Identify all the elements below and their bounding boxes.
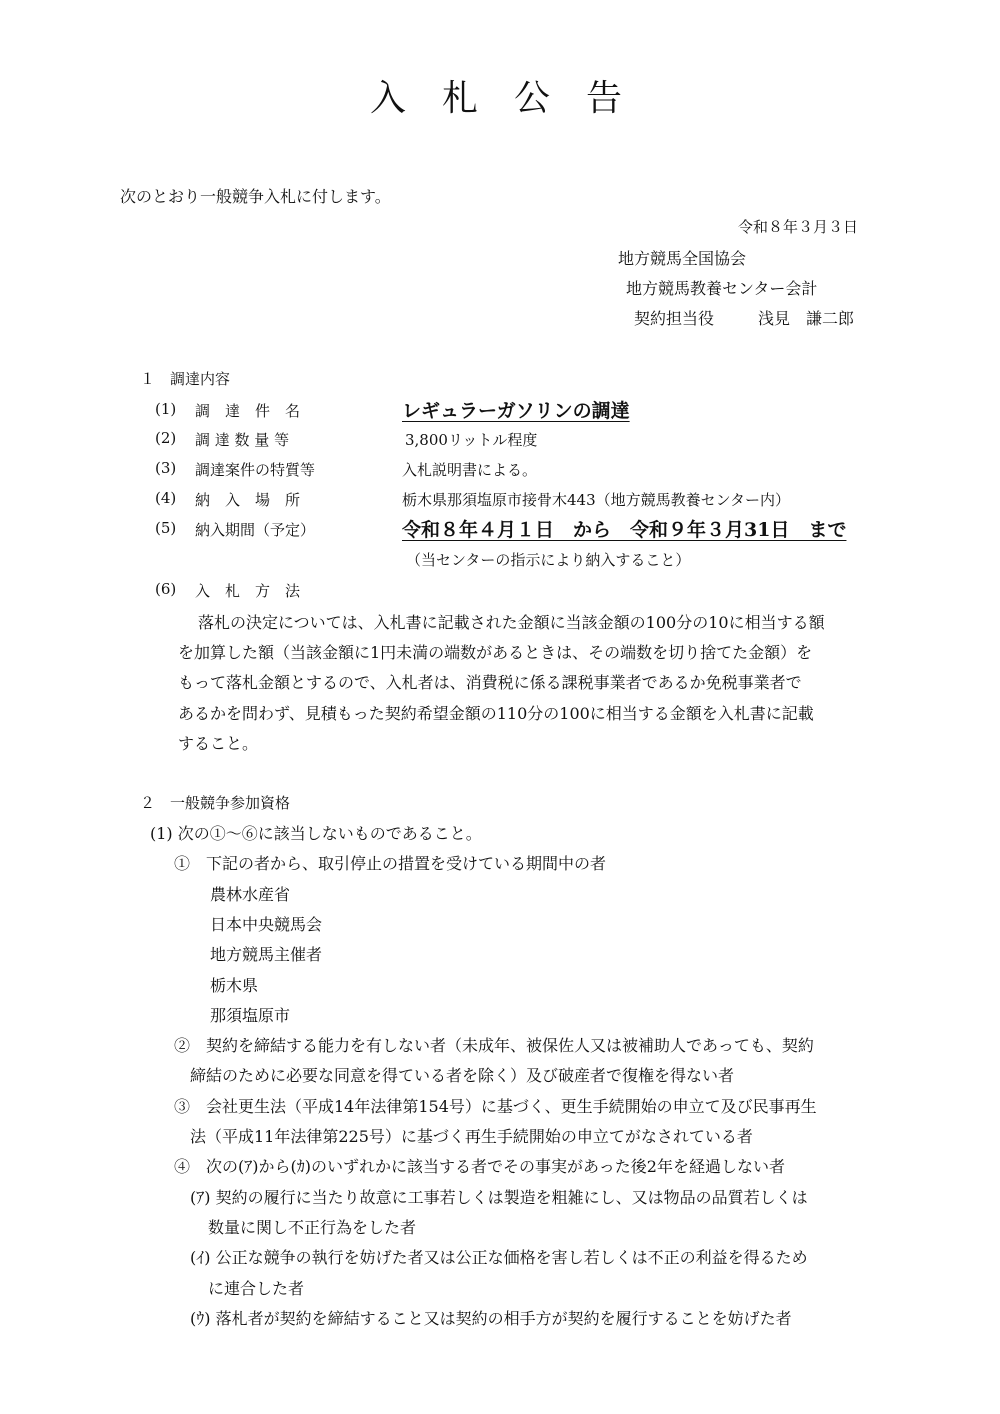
entity-item: 栃木県	[210, 976, 259, 995]
qualification-circle4: ④ 次の(ｱ)から(ｶ)のいずれかに該当する者でその事実があった後2年を経過しない者	[174, 1157, 785, 1176]
entity-item: 農林水産省	[210, 885, 291, 904]
entity-item: 日本中央競馬会	[210, 915, 323, 934]
method-line: すること。	[178, 734, 259, 753]
page-title: 入 札 公 告	[370, 78, 623, 119]
issuer-account: 地方競馬教養センター会計	[626, 279, 818, 298]
item-value-quantity: 3,800リットル程度	[405, 431, 538, 449]
item-number: (5)	[155, 519, 177, 537]
date: 令和８年３月３日	[738, 218, 859, 236]
item-value-delivery-period: 令和８年４月１日 から 令和９年３月31日 まで	[402, 519, 847, 541]
sub-item-a-cont: 数量に関し不正行為をした者	[208, 1218, 417, 1237]
sub-item-i: (ｲ) 公正な競争の執行を妨げた者又は公正な価格を害し若しくは不正の利益を得るため	[190, 1248, 808, 1267]
issuer-org: 地方競馬全国協会	[618, 249, 747, 268]
qualification-item: (1) 次の①～⑥に該当しないものであること。	[150, 824, 482, 843]
issuer-officer-name: 浅見 謙二郎	[758, 309, 855, 328]
item-label: 納入期間（予定）	[195, 521, 316, 539]
item-value-characteristics: 入札説明書による。	[402, 461, 538, 479]
qualification-circle2: ② 契約を締結する能力を有しない者（未成年、被保佐人又は被補助人であっても、契約	[174, 1036, 814, 1055]
item-number: (2)	[155, 429, 177, 447]
method-line: 落札の決定については、入札書に記載された金額に当該金額の100分の10に相当する額	[198, 613, 825, 632]
sub-item-u: (ｳ) 落札者が契約を締結すること又は契約の相手方が契約を履行することを妨げた者	[190, 1309, 792, 1328]
item-number: (4)	[155, 489, 177, 507]
item-number: (3)	[155, 459, 177, 477]
item-label: 入 札 方 法	[195, 582, 301, 600]
item-label: 調 達 件 名	[195, 402, 301, 420]
intro-text: 次のとおり一般競争入札に付します。	[120, 187, 391, 206]
entity-item: 那須塩原市	[210, 1006, 291, 1025]
qualification-circle2-cont: 締結のために必要な同意を得ている者を除く）及び破産者で復権を得ない者	[190, 1066, 735, 1085]
qualification-circle3-cont: 法（平成11年法律第225号）に基づく再生手続開始の申立てがなされている者	[190, 1127, 753, 1146]
issuer-officer-role: 契約担当役	[634, 309, 715, 328]
section2-heading: ２ 一般競争参加資格	[140, 794, 291, 812]
method-line: あるかを問わず、見積もった契約希望金額の110分の100に相当する金額を入札書に記載	[178, 704, 814, 723]
sub-item-i-cont: に連合した者	[208, 1279, 305, 1298]
item-number: (6)	[155, 580, 177, 598]
item-label: 調 達 数 量 等	[195, 431, 290, 449]
entity-item: 地方競馬主催者	[210, 945, 323, 964]
item-number: (1)	[155, 400, 177, 418]
method-line: もって落札金額とするので、入札者は、消費税に係る課税事業者であるか免税事業者で	[178, 673, 802, 692]
item-label: 納 入 場 所	[195, 491, 301, 509]
item-label: 調達案件の特質等	[195, 461, 316, 479]
item-value-delivery-place: 栃木県那須塩原市接骨木443（地方競馬教養センター内）	[402, 491, 791, 509]
sub-item-a: (ｱ) 契約の履行に当たり故意に工事若しくは製造を粗雑にし、又は物品の品質若しくは	[190, 1188, 808, 1207]
qualification-circle1: ① 下記の者から、取引停止の措置を受けている期間中の者	[174, 854, 607, 873]
delivery-period-note: （当センターの指示により納入すること）	[406, 551, 691, 569]
qualification-circle3: ③ 会社更生法（平成14年法律第154号）に基づく、更生手続開始の申立て及び民事再生	[174, 1097, 817, 1116]
section1-heading: １ 調達内容	[140, 370, 231, 388]
item-value-subject: レギュラーガソリンの調達	[402, 400, 630, 422]
method-line: を加算した額（当該金額に1円未満の端数があるときは、その端数を切り捨てた金額）を	[178, 643, 813, 662]
